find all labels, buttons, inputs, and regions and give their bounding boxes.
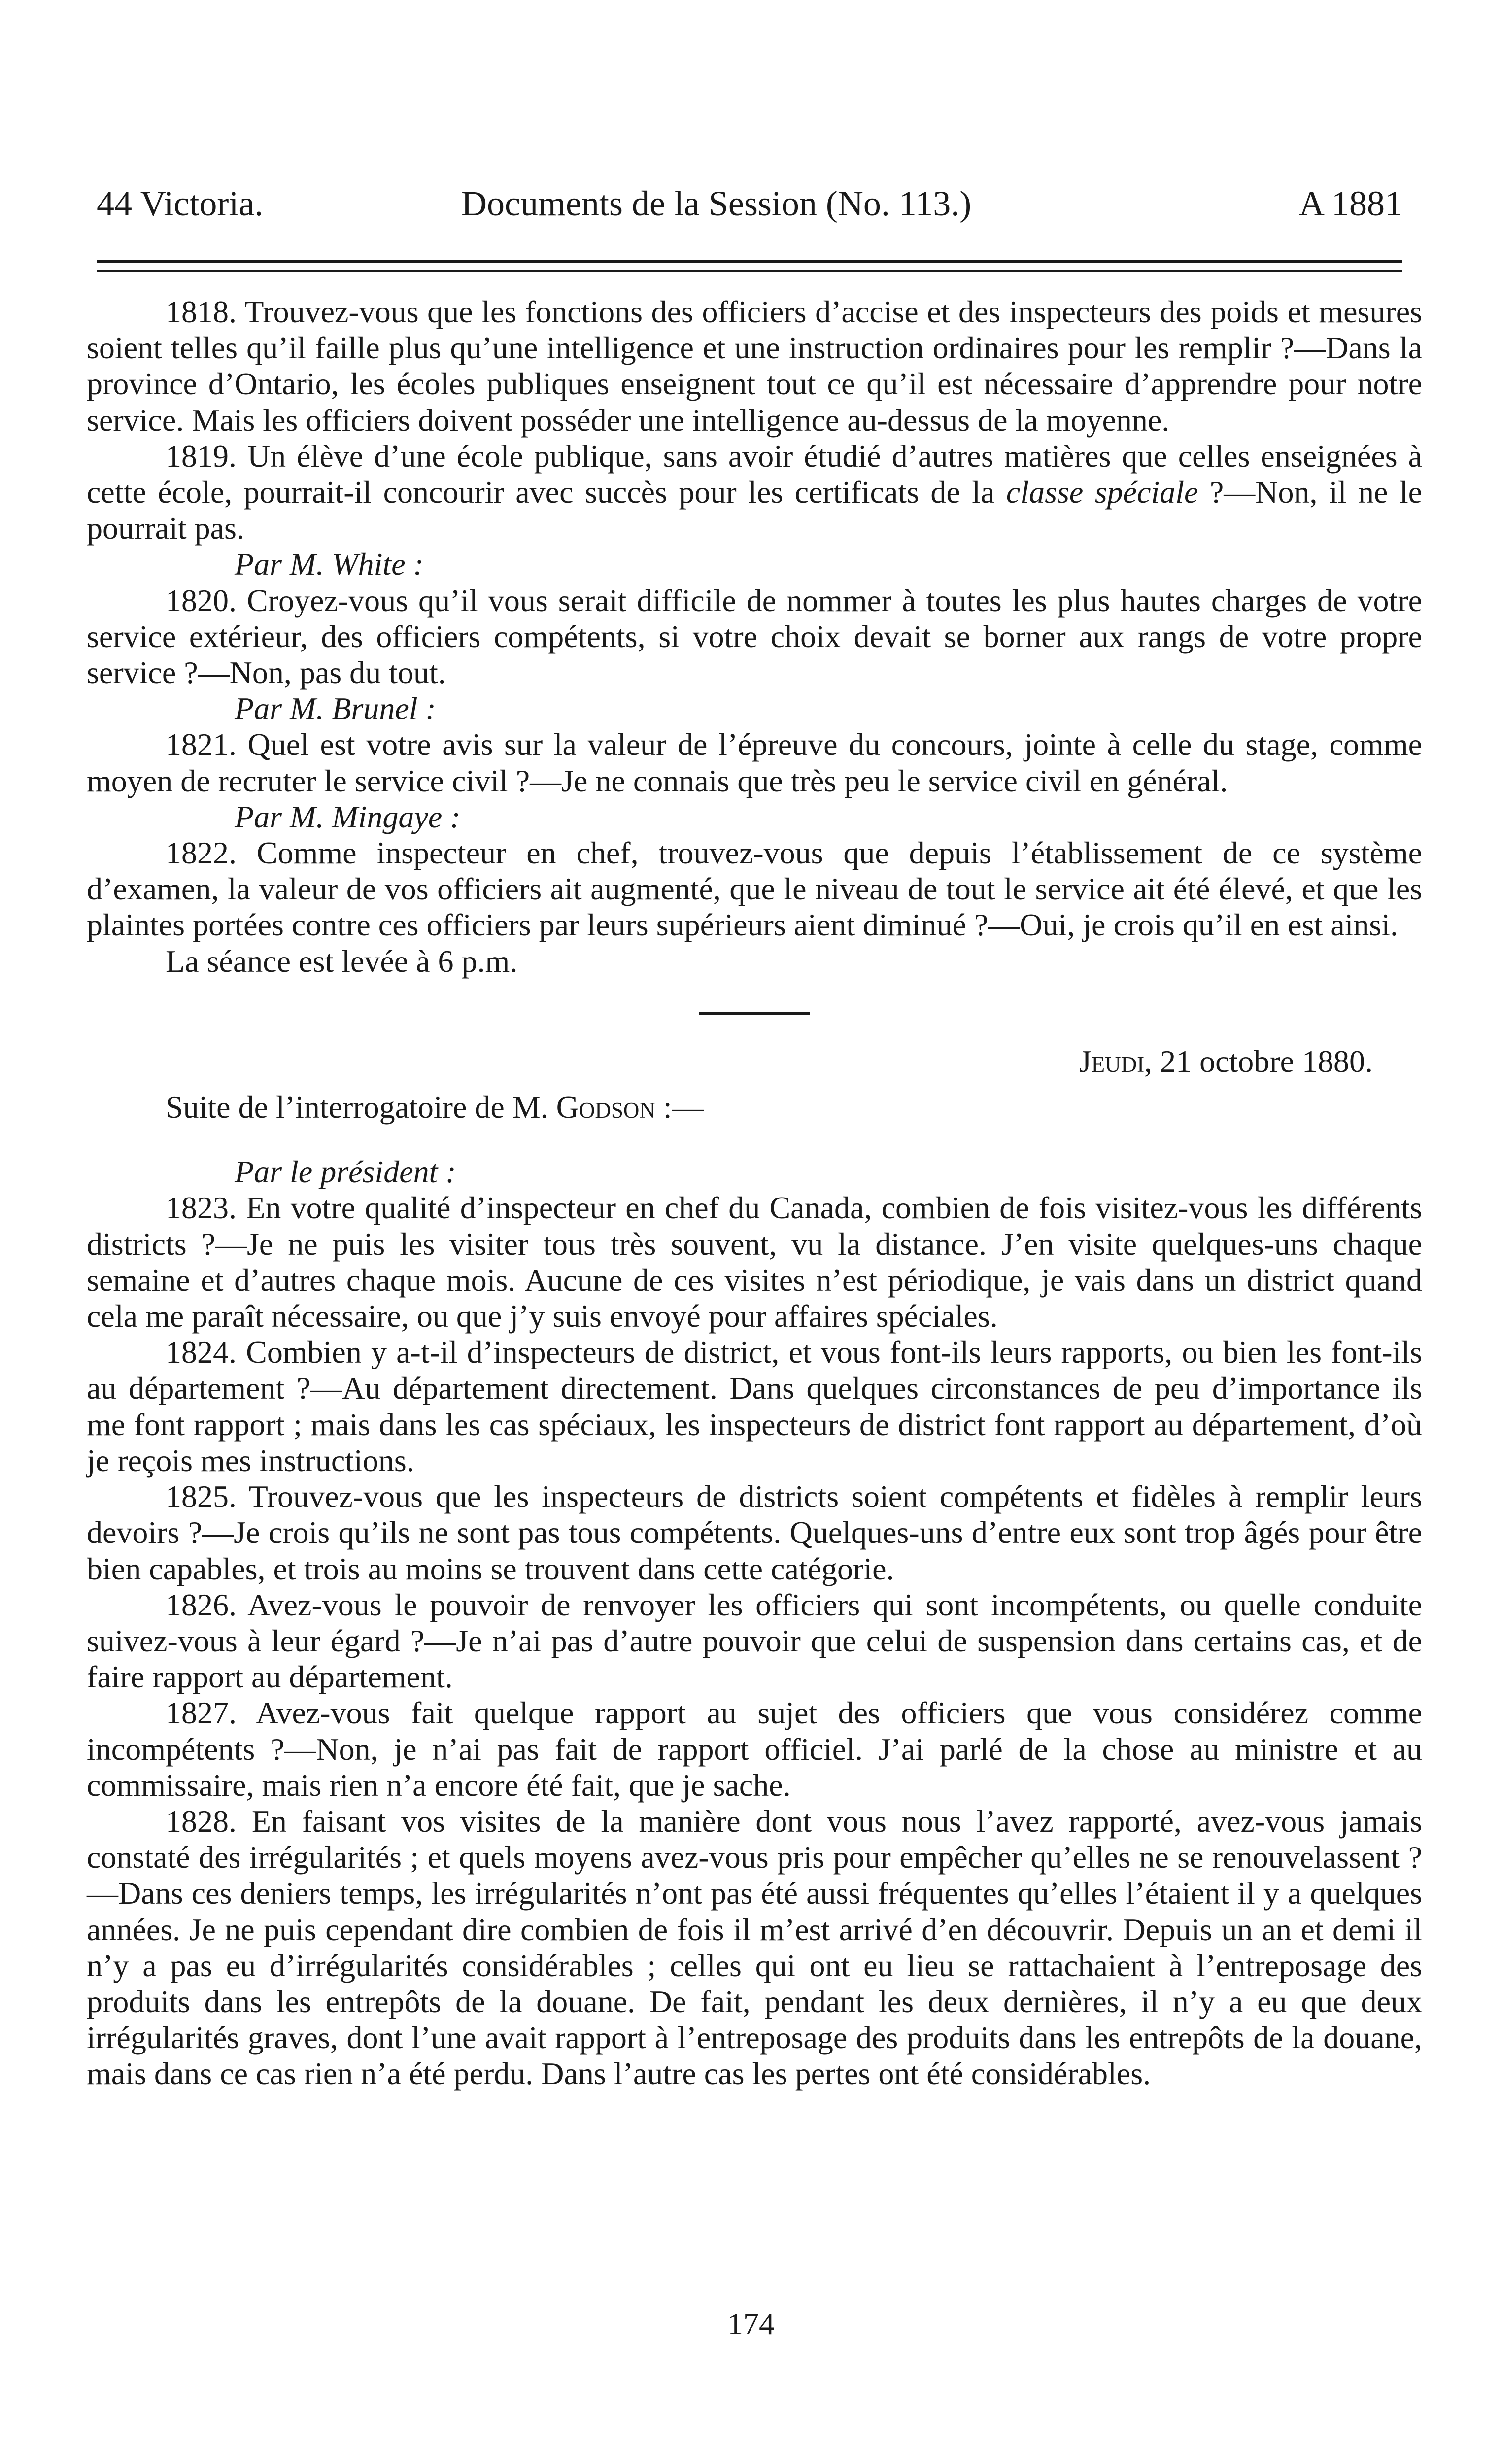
running-header (97, 181, 1402, 226)
header-rule-thin (97, 270, 1402, 272)
q1819-text: 1819. Un élève d’une école publique, sans avoir étudié d’autres matières que celles enseignées à cette école, pourrait-il concourir avec succès pour les certificats de la (87, 438, 1422, 510)
question-1827: 1827. Avez-vous fait quelque rapport au sujet des officiers que vous considérez comme incompétents ?—Non, je n’ai pas fait de rapport officiel. J’ai parlé de la chose au ministre et au commissaire, mais rien n’a encore été fait, que je sache. (87, 1695, 1422, 1803)
question-1823: 1823. En votre qualité d’inspecteur en chef du Canada, combien de fois visitez-vous les différents districts ?—Je ne puis les visiter tous très souvent, vu la distance. J’en visite quelques-uns chaque semaine et d’autres chaque mois. Aucune de ces visites n’est périodique, je vais dans un district quand cela me paraît nécessaire, ou que j’y suis envoyé pour affaires spéciales. (87, 1190, 1422, 1334)
page-body (87, 294, 1422, 2092)
examiner-white: Par M. White : (235, 547, 424, 582)
continuation-line (87, 1089, 1422, 1125)
question-1820: 1820. Croyez-vous qu’il vous serait difficile de nommer à toutes les plus hautes charges de votre service extérieur, des officiers compétents, si votre choix devait se borner aux rangs de votre propre service ?—Non, pas du tout. (87, 582, 1422, 690)
header-rule-thick (97, 260, 1402, 263)
q1819-answer: ?—Non, il ne le pourrait pas. (87, 475, 1423, 546)
session-date (87, 1043, 1422, 1079)
examiner-mingaye: Par M. Mingaye : (235, 799, 461, 834)
q1819-emphasis: classe spéciale (1006, 475, 1198, 510)
question-1824: 1824. Combien y a-t-il d’inspecteurs de district, et vous font-ils leurs rapports, ou bien les font-ils au département ?—Au département directement. Dans quelques circonstances de peu d’importance ils me font rapport ; mais dans les cas spéciaux, les inspecteurs de district font rapport au département, d’où je reçois mes instructions. (87, 1335, 1422, 1478)
session-day: Jeudi (1079, 1043, 1145, 1079)
continuation-text: Suite de l’interrogatoire de M. (166, 1090, 556, 1125)
examiner-president: Par le président : (235, 1154, 456, 1190)
adjournment-note: La séance est levée à 6 p.m. (166, 943, 518, 979)
examiner-brunel: Par M. Brunel : (235, 691, 436, 726)
header-year: A 1881 (1298, 184, 1402, 223)
question-1822: 1822. Comme inspecteur en chef, trouvez-vous que depuis l’établissement de ce système d’examen, la valeur de vos officiers ait augmenté, que le niveau de tout le service ait été élevé, et que les plaintes portées contre ces officiers par leurs supérieurs aient diminué ?—Oui, je crois qu’il en est ainsi. (87, 835, 1422, 943)
continuation-end: :— (655, 1090, 704, 1125)
section-divider (699, 1012, 810, 1015)
header-title: Documents de la Session (No. 113.) (461, 184, 972, 223)
question-1818: 1818. Trouvez-vous que les fonctions des officiers d’accise et des inspecteurs des poids et mesures soient telles qu’il faille plus qu’une intelligence et une instruction ordinaires pour les remplir ?—Dans la province d’Ontario, les écoles publiques enseignent tout ce qu’il est nécessaire d’apprendre pour notre service. Mais les officiers doivent posséder une intelligence au-dessus de la moyenne. (87, 294, 1422, 438)
header-volume: 44 Victoria. (97, 184, 264, 223)
question-1825: 1825. Trouvez-vous que les inspecteurs de districts soient compétents et fidèles à remplir leurs devoirs ?—Je crois qu’ils ne sont pas tous compétents. Quelques-uns d’entre eux sont trop âgés pour être bien capables, et trois au moins se trouvent dans cette catégorie. (87, 1479, 1422, 1586)
page-number: 174 (727, 2306, 775, 2341)
witness-name: Godson (556, 1090, 655, 1125)
question-1826: 1826. Avez-vous le pouvoir de renvoyer les officiers qui sont incompétents, ou quelle conduite suivez-vous à leur égard ?—Je n’ai pas d’autre pouvoir que celui de suspension dans certains cas, et de faire rapport au département. (87, 1587, 1422, 1695)
session-date-rest: , 21 octobre 1880. (1144, 1043, 1373, 1079)
question-1828: 1828. En faisant vos visites de la manière dont vous nous l’avez rapporté, avez-vous jamais constaté des irrégularités ; et quels moyens avez-vous pris pour empêcher qu’elles ne se renouvelassent ?—Dans ces deniers temps, les irrégularités n’ont pas été aussi fréquentes qu’elles l’étaient il y a quelques années. Je ne puis cependant dire combien de fois il m’est arrivé d’en découvrir. Depuis un an et demi il n’y a pas eu d’irrégularités considérables ; celles qui ont eu lieu se rattachaient à l’entreposage des produits dans les entrepôts de la douane. De fait, pendant les deux dernières, il n’y a eu que deux irrégularités graves, dont l’une avait rapport à l’entreposage des produits dans les entrepôts de la douane, mais dans ce cas rien n’a été perdu. Dans l’autre cas les pertes ont été considérables. (87, 1803, 1422, 2091)
question-1819 (87, 438, 1422, 547)
question-1821: 1821. Quel est votre avis sur la valeur de l’épreuve du concours, jointe à celle du stage, comme moyen de recruter le service civil ?—Je ne connais que très peu le service civil en général. (87, 727, 1422, 798)
